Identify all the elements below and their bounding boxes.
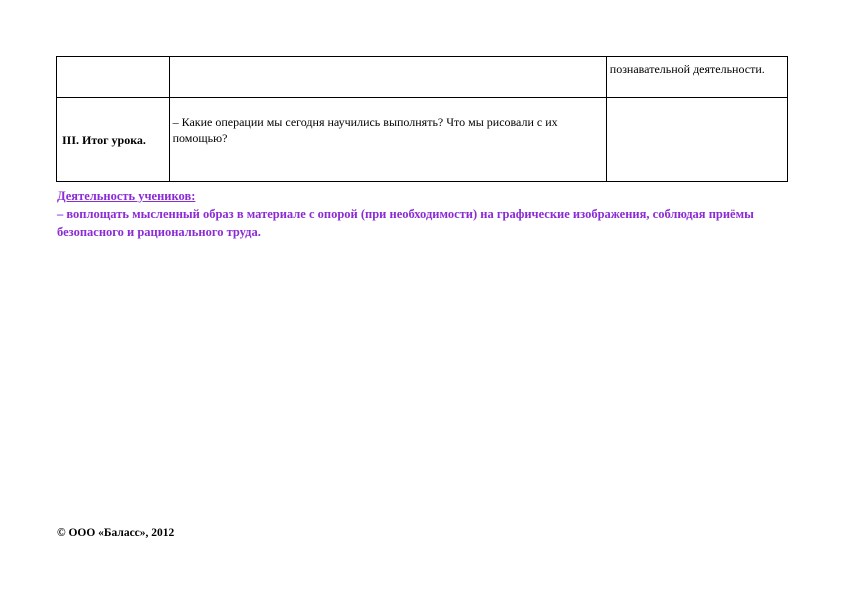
- lesson-table: [56, 56, 788, 182]
- stage-cell: III. Итог урока.: [57, 98, 170, 182]
- students-activity: [57, 187, 797, 241]
- content-cell: – Какие операции мы сегодня научились выполнять? Что мы рисовали с их помощью?: [169, 98, 606, 182]
- table-row: [57, 57, 788, 98]
- students-activity-title: Деятельность учеников:: [57, 189, 196, 203]
- content-cell: [169, 57, 606, 98]
- students-activity-text: – воплощать мысленный образ в материале с опорой (при необходимости) на графические изображения, соблюдая приёмы безопасного и рационального труда.: [57, 207, 754, 239]
- table-row: [57, 98, 788, 182]
- result-cell: [606, 98, 787, 182]
- stage-cell: [57, 57, 170, 98]
- footer-copyright: © ООО «Баласс», 2012: [57, 527, 175, 539]
- result-cell: познавательной деятельности.: [606, 57, 787, 98]
